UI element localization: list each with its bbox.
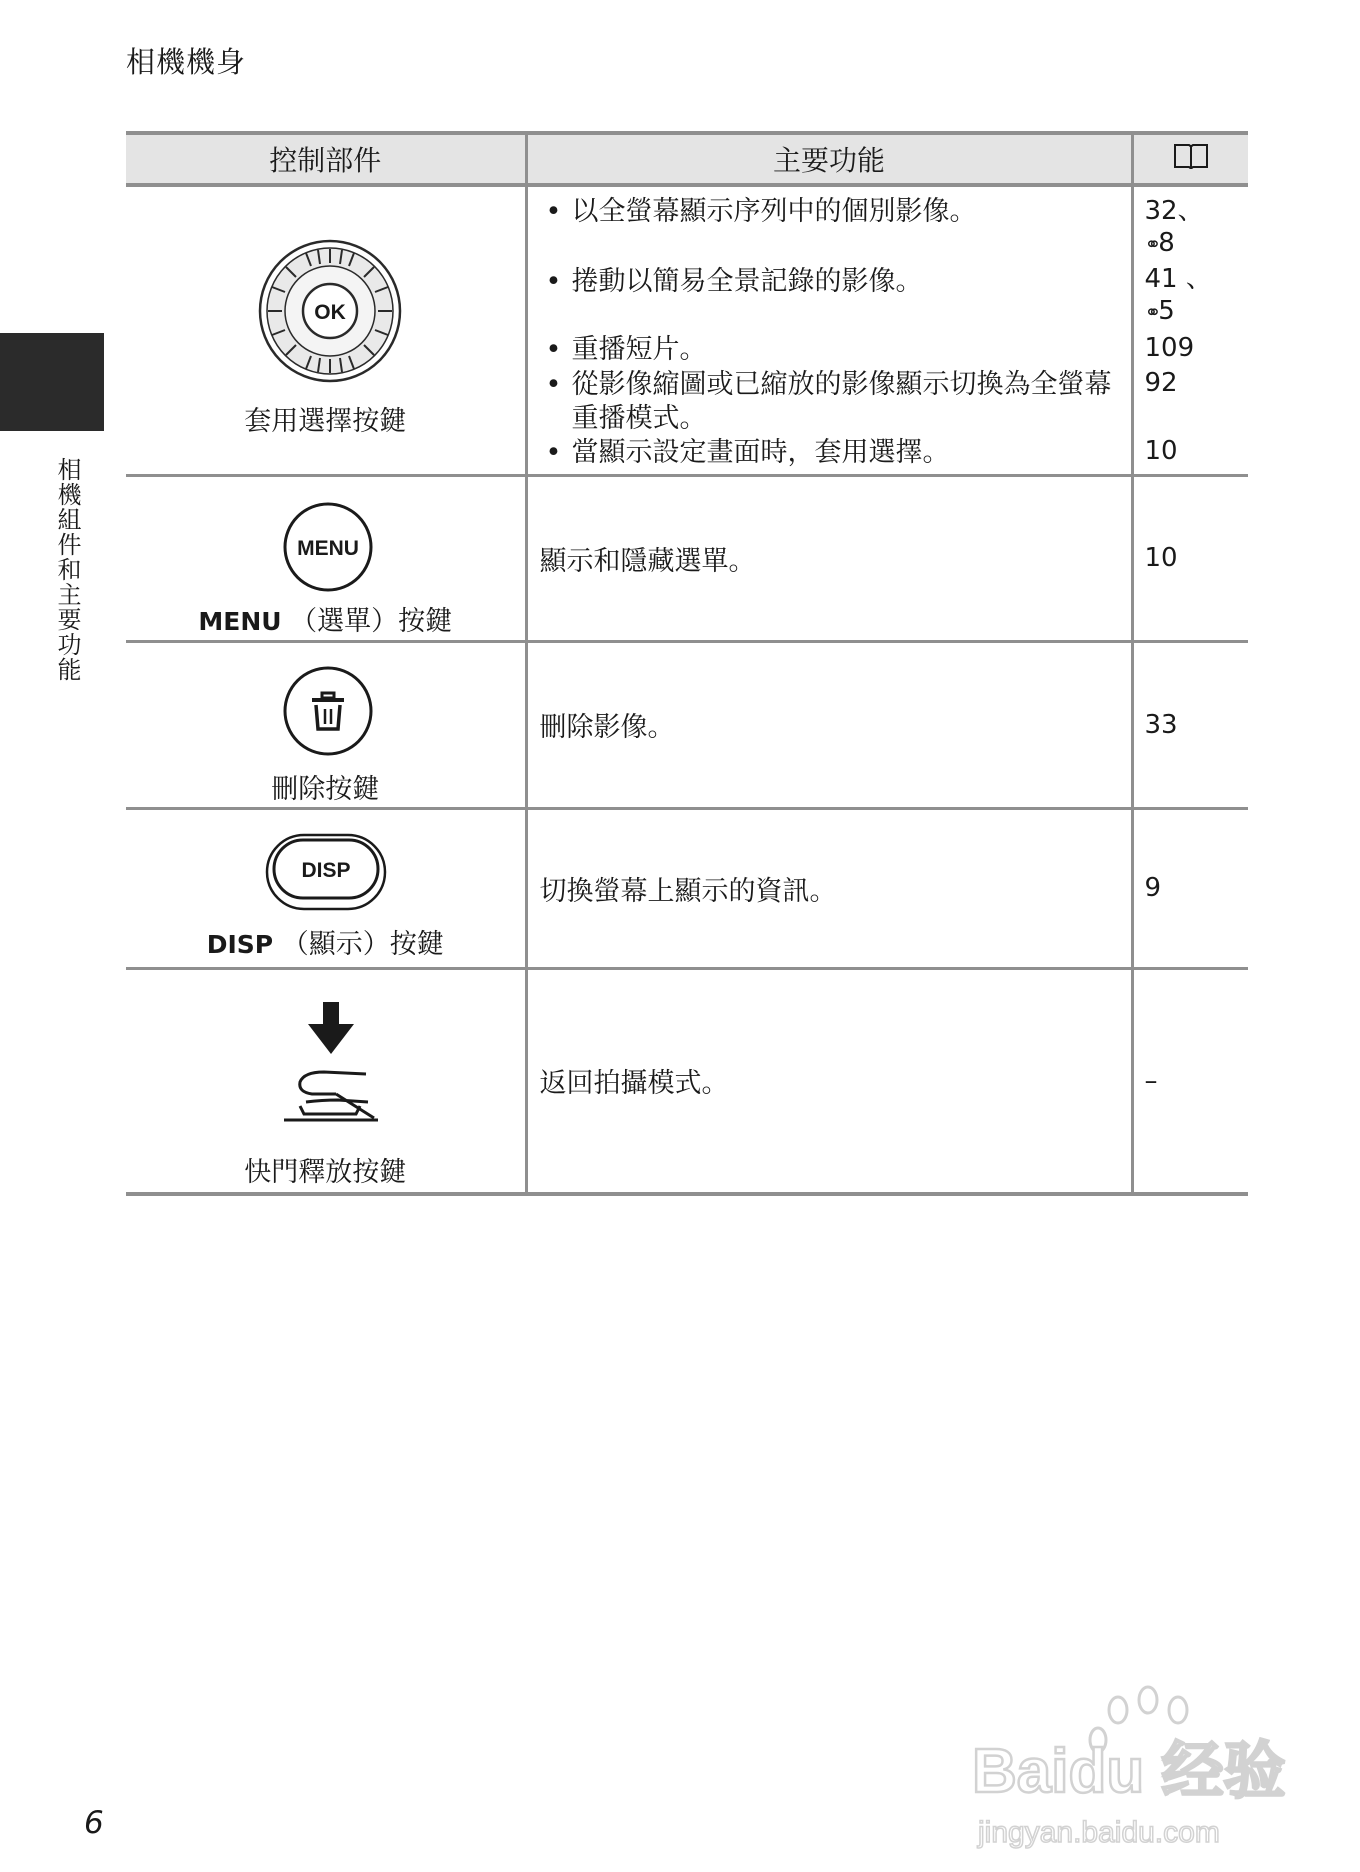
- function-item: • 以全螢幕顯示序列中的個別影像。: [540, 195, 977, 229]
- ref-text: 9: [1144, 873, 1162, 903]
- trash-button-icon: [282, 665, 374, 757]
- function-cell: [526, 475, 1132, 641]
- svg-text:MENU: MENU: [297, 536, 359, 560]
- function-item: • 重播短片。: [540, 333, 707, 367]
- disp-button-icon: [264, 832, 388, 916]
- ref-cell: [1132, 475, 1248, 641]
- ref-item: 41 、 ⚭5: [1144, 264, 1212, 326]
- ref-cell: [1132, 641, 1248, 808]
- function-text: 刪除影像。: [539, 712, 675, 743]
- function-item: • 從影像縮圖或已縮放的影像顯示切換為全螢幕重播模式。: [540, 368, 1137, 436]
- ref-text: 33: [1144, 709, 1178, 740]
- table-row: [126, 475, 1248, 641]
- header-control: 控制部件: [126, 133, 526, 185]
- control-cell: [126, 641, 526, 808]
- table-row: [126, 968, 1248, 1194]
- control-cell: [126, 185, 526, 475]
- table-header-row: [126, 133, 1248, 185]
- binocular-icon: ⚭: [1144, 232, 1159, 256]
- function-text: 返回拍攝模式。: [539, 1068, 729, 1100]
- function-text: 顯示和隱藏選單。: [539, 545, 756, 577]
- control-cell: [126, 808, 526, 968]
- svg-text:jingyan.baidu.com: jingyan.baidu.com: [978, 1816, 1220, 1849]
- table-row: [126, 808, 1248, 968]
- baidu-watermark: [968, 1682, 1298, 1852]
- svg-text:Baidu 经验: Baidu 经验: [972, 1737, 1286, 1806]
- ref-text: 10: [1144, 543, 1178, 573]
- table-row: [126, 185, 1248, 475]
- ok-dial-text: OK: [314, 301, 346, 324]
- binocular-icon: ⚭: [1144, 300, 1159, 324]
- control-label: 套用選擇按鍵: [244, 406, 407, 437]
- section-title: 相機機身: [126, 45, 247, 79]
- chapter-side-label: 相機組件和主要功能: [53, 457, 81, 682]
- function-cell: [526, 968, 1132, 1194]
- ref-item: 109: [1144, 333, 1195, 363]
- header-function: 主要功能: [526, 133, 1132, 185]
- control-label: DISP （顯示）按鍵: [206, 928, 444, 960]
- page-number: 6: [84, 1805, 104, 1841]
- control-cell: [126, 968, 526, 1194]
- svg-text:DISP: DISP: [301, 858, 351, 882]
- control-label: 快門釋放按鍵: [244, 1156, 407, 1188]
- function-item: • 當顯示設定畫面時，套用選擇。: [540, 436, 950, 470]
- ref-item: 10: [1144, 436, 1178, 466]
- function-text: 切換螢幕上顯示的資訊。: [539, 875, 837, 907]
- ref-item: 92: [1144, 368, 1178, 398]
- ref-item: 32、 ⚭8: [1144, 196, 1204, 258]
- book-icon: [1171, 141, 1211, 171]
- controls-table: [126, 131, 1248, 1196]
- chapter-tab-marker: [0, 333, 104, 431]
- function-cell: [526, 185, 1132, 475]
- shutter-press-icon: [276, 1002, 386, 1132]
- menu-button-icon: [282, 501, 374, 593]
- ref-cell: [1132, 808, 1248, 968]
- header-ref: [1132, 133, 1248, 185]
- control-label: MENU （選單）按鍵: [198, 605, 453, 637]
- control-label: 刪除按鍵: [271, 773, 380, 805]
- ref-cell: [1132, 968, 1248, 1194]
- function-cell: [526, 641, 1132, 808]
- ok-dial-icon: [258, 239, 402, 383]
- ref-text: –: [1144, 1065, 1158, 1096]
- function-cell: [526, 808, 1132, 968]
- function-item: • 捲動以簡易全景記錄的影像。: [540, 265, 923, 299]
- table-row: [126, 641, 1248, 808]
- control-cell: [126, 475, 526, 641]
- ref-cell: [1132, 185, 1248, 475]
